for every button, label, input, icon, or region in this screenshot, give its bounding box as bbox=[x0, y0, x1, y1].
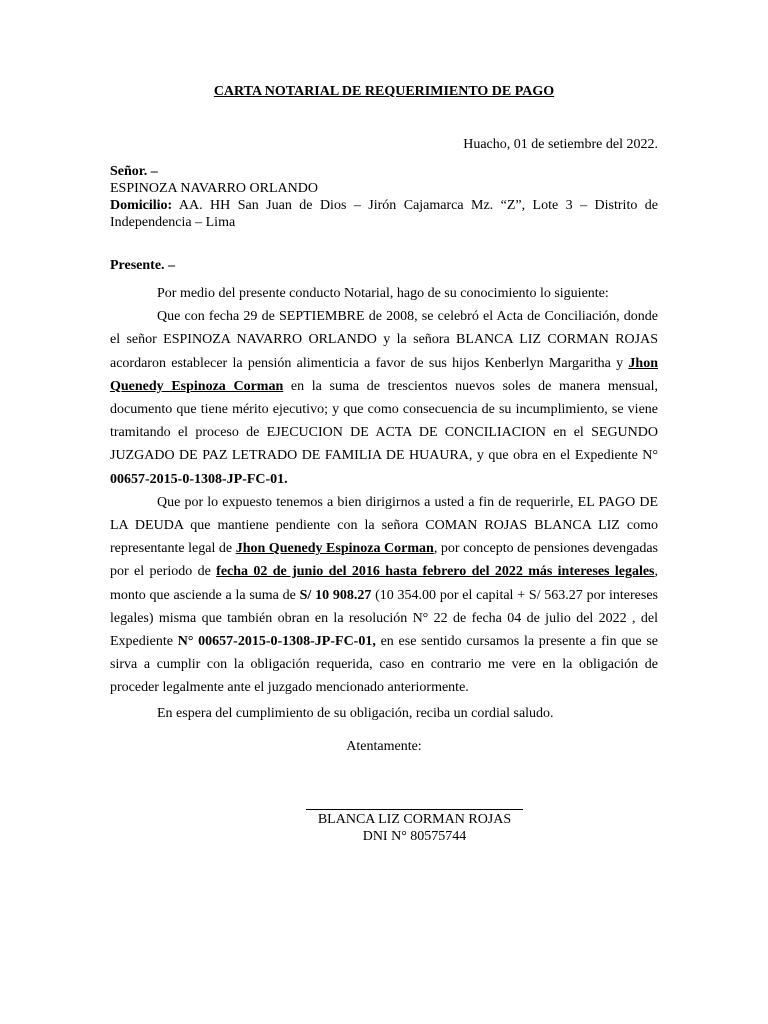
salutation: Señor. – bbox=[110, 164, 158, 179]
paragraph-requirement bbox=[110, 491, 658, 700]
signatory-name: BLANCA LIZ CORMAN ROJAS bbox=[317, 812, 512, 827]
presente-heading: Presente. – bbox=[110, 258, 176, 273]
domicilio bbox=[110, 197, 658, 231]
letter-body bbox=[110, 282, 658, 700]
text-run: en la suma de trescientos nuevos soles de manera mensual, documento que tiene mérito ejecutivo; y que como consecuencia de su incumplimiento, se viene tramitando el proceso de EJECUCION DE ACTA DE CONCILIACION en el SEGUNDO JUZGADO DE PAZ LETRADO DE FAMILIA DE HUAURA, y que obra en el Expediente N° bbox=[110, 378, 658, 464]
text-run: (10 354.00 por el capital + S/ 563.27 por intereses legales) misma que también obran en la resolución N° 22 de fecha 04 de julio del 2022 , del Expediente bbox=[110, 587, 658, 650]
amount-total: S/ 10 908.27 bbox=[299, 587, 372, 603]
text-run: Que con fecha 29 de SEPTIEMBRE de 2008, se celebró el Acta de Conciliación, donde el señor ESPINOZA NAVARRO ORLANDO y la señora BLANCA LIZ CORMAN ROJAS acordaron establecer la pensión alimenticia a favor de sus hijos Kenberlyn Margaritha y bbox=[110, 309, 658, 371]
addressee-block bbox=[110, 163, 658, 231]
domicilio-text: AA. HH San Juan de Dios – Jirón Cajamarca Mz. “Z”, Lote 3 – Distrito de Independencia – Lima bbox=[110, 198, 658, 230]
text-run: en ese sentido cursamos la presente a fin que se sirva a cumplir con la obligación requerida, caso en contrario me vere en la obligación de proceder legalmente ante el juzgado mencionado anteriormente. bbox=[110, 634, 658, 696]
expediente-number: N° 00657-2015-0-1308-JP-FC-01, bbox=[177, 634, 376, 650]
atentamente: Atentamente: bbox=[346, 739, 422, 754]
child-name-emphasis: Jhon Quenedy Espinoza Corman bbox=[110, 355, 658, 394]
addressee-name: ESPINOZA NAVARRO ORLANDO bbox=[110, 181, 318, 196]
paragraph-background bbox=[110, 305, 658, 491]
text-run: , monto que asciende a la suma de bbox=[110, 564, 659, 603]
paragraph-intro: Por medio del presente conducto Notarial, hago de su conocimiento lo siguiente: bbox=[157, 286, 609, 301]
date-line: Huacho, 01 de setiembre del 2022. bbox=[463, 137, 658, 152]
closing-line: En espera del cumplimiento de su obligación, reciba un cordial saludo. bbox=[157, 706, 554, 721]
domicilio-label: Domicilio: bbox=[110, 198, 173, 213]
signature-block bbox=[306, 811, 523, 845]
document-title: CARTA NOTARIAL DE REQUERIMIENTO DE PAGO bbox=[213, 84, 555, 99]
expediente-number: 00657-2015-0-1308-JP-FC-01. bbox=[110, 471, 288, 487]
text-run: Que por lo expuesto tenemos a bien dirigirnos a usted a fin de requerirle, EL PAGO DE LA DEUDA que mantiene pendiente con la señora COMAN ROJAS BLANCA LIZ como representante legal de bbox=[110, 494, 658, 557]
child-name-emphasis: Jhon Quenedy Espinoza Corman bbox=[235, 541, 434, 557]
period-emphasis: fecha 02 de junio del 2016 hasta febrero del 2022 más intereses legales bbox=[216, 564, 655, 580]
signatory-dni: DNI N° 80575744 bbox=[362, 829, 467, 844]
signature-line bbox=[306, 809, 523, 810]
text-run: , por concepto de pensiones devengadas por el periodo de bbox=[110, 541, 658, 580]
